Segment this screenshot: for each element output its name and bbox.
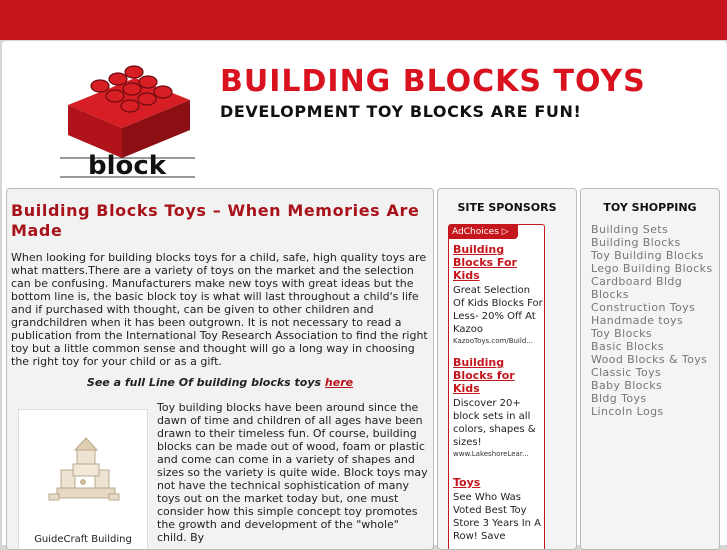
shop-link[interactable]: Handmade toys: [591, 314, 684, 327]
shop-link[interactable]: Cardboard Bldg Blocks: [591, 275, 683, 301]
shop-link[interactable]: Lincoln Logs: [591, 405, 664, 418]
shop-link[interactable]: Lego Building Blocks: [591, 262, 713, 275]
ad-title[interactable]: Building Blocks For Kids: [453, 243, 517, 282]
ad-item[interactable]: [453, 476, 543, 543]
shop-link[interactable]: Construction Toys: [591, 301, 696, 314]
shop-link[interactable]: Bldg Toys: [591, 392, 647, 405]
site-title: BUILDING BLOCKS TOYS: [220, 64, 646, 99]
site-subtitle: DEVELOPMENT TOY BLOCKS ARE FUN!: [220, 102, 582, 121]
top-bar: [0, 0, 727, 40]
sponsors-title: SITE SPONSORS: [457, 201, 557, 214]
shopping-title: TOY SHOPPING: [603, 201, 697, 214]
image-caption: GuideCraft Building: [34, 534, 132, 545]
shop-link[interactable]: Classic Toys: [591, 366, 662, 379]
ad-title[interactable]: Toys: [453, 476, 481, 489]
shopping-panel: [580, 188, 720, 550]
ad-text: Discover 20+ block sets in all colors, shapes & sizes!: [453, 398, 536, 448]
see-all-line: [7, 376, 433, 389]
ad-item[interactable]: [453, 243, 543, 345]
shop-link[interactable]: Wood Blocks & Toys: [591, 353, 708, 366]
article-body: Toy building blocks have been around since the dawn of time and children of all ages have been drawn to their timeless fun. Of course, building blocks can be made out of wood, foam or plastic and come can come in a variety of shapes and sizes so the variety is quite wide. Block toys may not have the technical sophistication of many toys out on the market today but, one must consider how this simple concept toy promotes the growth and development of the "whole" child. By: [157, 401, 428, 544]
ad-title[interactable]: Building Blocks for Kids: [453, 356, 515, 395]
see-all-text: See a full Line Of building blocks toys: [86, 376, 322, 389]
shop-link[interactable]: Building Blocks: [591, 236, 681, 249]
adchoices-icon: ▷: [501, 227, 509, 237]
shop-link[interactable]: Building Sets: [591, 223, 669, 236]
main-content: [6, 188, 434, 550]
article-heading: Building Blocks Toys – When Memories Are Made: [11, 201, 420, 240]
shop-link[interactable]: Toy Blocks: [591, 327, 653, 340]
block-logo[interactable]: [60, 50, 195, 180]
ad-item[interactable]: [453, 356, 543, 458]
sponsors-panel: [437, 188, 577, 550]
shop-link[interactable]: Baby Blocks: [591, 379, 663, 392]
shop-link[interactable]: Toy Building Blocks: [591, 249, 704, 262]
article-intro: When looking for building blocks toys for a child, safe, high quality toys are what matters.There are a variety of toys on the market and the selection can be confusing. Manufacturers make new toys with great ideas but the bottom line is, the basic block toy is what will last throughout a child's life and if purchased with thought, can be given to other children and grandchildren when it has been outgrown. It is not necessary to read a publication from the International Toy Research Association to find the right toy but a little common sense and thought will go a long way in choosing the right toy for your child or as a gift.: [11, 251, 428, 368]
ad-url[interactable]: www.LakeshoreLear...: [453, 450, 529, 458]
ad-text: See Who Was Voted Best Toy Store 3 Years In A Row! Save: [453, 492, 542, 542]
ad-url[interactable]: KazooToys.com/Build...: [453, 337, 533, 345]
shop-link[interactable]: Basic Blocks: [591, 340, 664, 353]
ad-box: [448, 224, 545, 550]
ad-text: Great Selection Of Kids Blocks For Less- 20% Off At Kazoo: [453, 285, 543, 335]
see-all-link[interactable]: here: [324, 376, 354, 389]
logo-text: block: [87, 151, 167, 180]
shopping-links: [591, 223, 715, 418]
adchoices-label: AdChoices: [452, 227, 499, 237]
product-image[interactable]: [18, 409, 148, 550]
block-castle-image: [19, 410, 147, 530]
adchoices-badge[interactable]: [449, 225, 518, 239]
